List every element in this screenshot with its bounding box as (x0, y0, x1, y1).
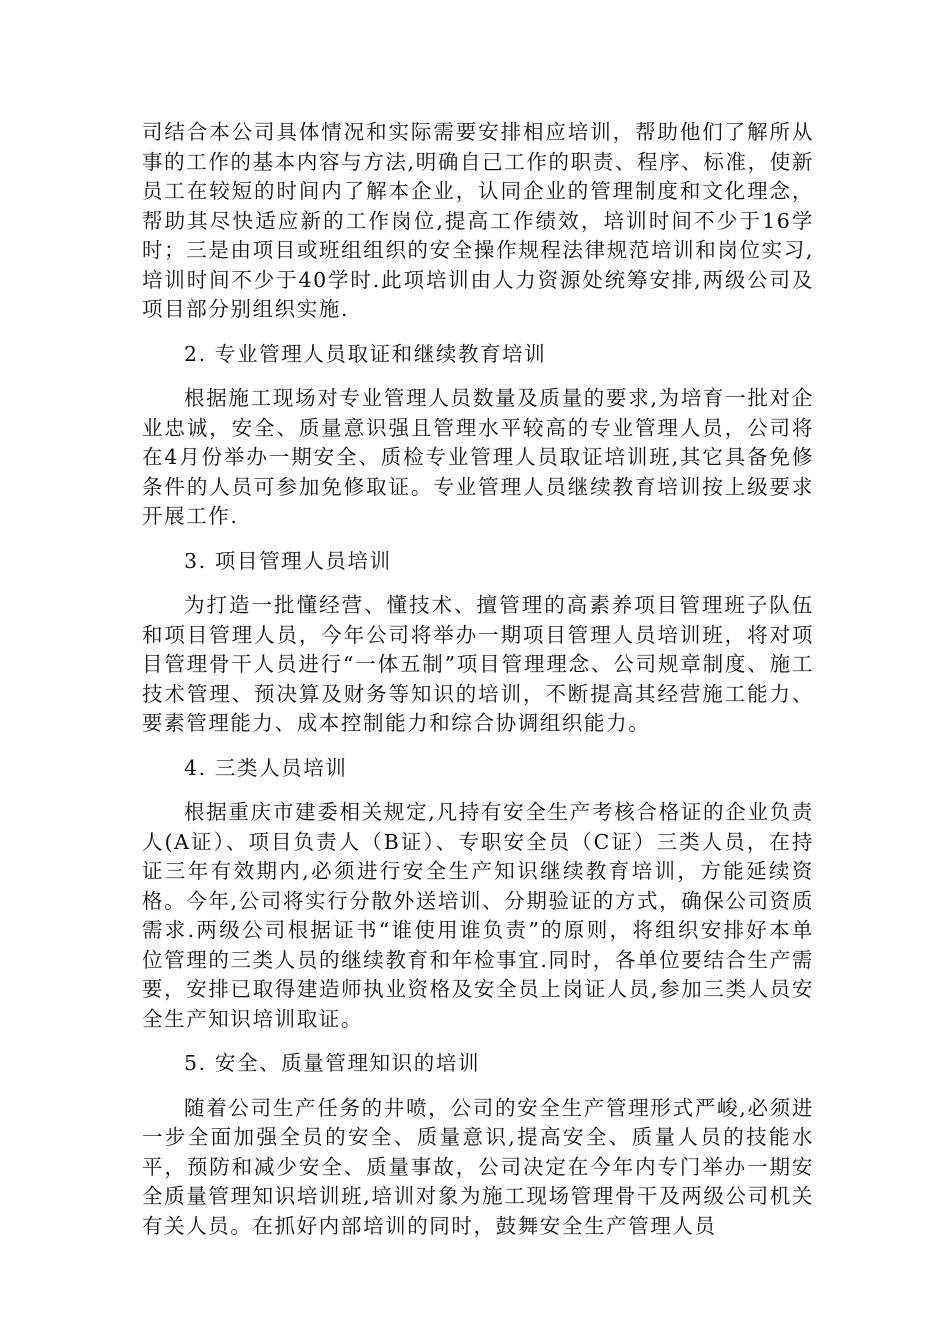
paragraph-gap (142, 783, 814, 798)
section-heading-professional-staff: 2. 专业管理人员取证和继续教育培训 (184, 341, 547, 366)
paragraph-gap (142, 325, 814, 340)
paragraph-project-managers: 为打造一批懂经营、懂技术、擅管理的高素养项目管理班子队伍和项目管理人员，今年公司将举办一期项目管理人员培训班，将对项目管理骨干人员进行“一体五制”项目管理理念、公司规章制度、施工技术管理、预决算及财务等知识的培训，不断提高其经营施工能力、要素管理能力、成本控制能力和综合协调组织能力。 (142, 593, 814, 735)
paragraph-gap (142, 532, 814, 547)
paragraph-three-types-personnel: 根据重庆市建委相关规定,凡持有安全生产考核合格证的企业负责人(A证）、项目负责人（B证）、专职安全员（C证）三类人员，在持证三年有效期内,必须进行安全生产知识继续教育培训，方能延续资格。今年,公司将实行分散外送培训、分期验证的方式，确保公司资质需求.两级公司根据证书“谁使用谁负责”的原则，将组织安排好本单位管理的三类人员的继续教育和年检事宜.同时，各单位要结合生产需要，安排已取得建造师执业资格及安全员上岗证人员,参加三类人员安全生产知识培训取证。 (142, 800, 814, 1031)
section-heading-project-managers: 3. 项目管理人员培训 (184, 548, 392, 573)
paragraph-new-staff-training-continued: 司结合本公司具体情况和实际需要安排相应培训，帮助他们了解所从事的工作的基本内容与方法,明确自己工作的职责、程序、标准，使新员工在较短的时间内了解本企业，认同企业的管理制度和文化理念，帮助其尽快适应新的工作岗位,提高工作绩效，培训时间不少于16学时；三是由项目或班组组织的安全操作规程法律规范培训和岗位实习,培训时间不少于40学时.此项培训由人力资源处统筹安排,两级公司及项目部分别组织实施. (142, 120, 814, 321)
section-heading-safety-quality: 5. 安全、质量管理知识的培训 (184, 1051, 481, 1075)
paragraph-gap (142, 1034, 814, 1049)
paragraph-gap (142, 369, 814, 384)
document-page (142, 118, 814, 1241)
paragraph-gap (142, 576, 814, 591)
paragraph-gap (142, 739, 814, 754)
paragraph-safety-quality: 随着公司生产任务的井喷，公司的安全生产管理形式严峻,必须进一步全面加强全员的安全、质量意识,提高安全、质量人员的技能水平，预防和减少安全、质量事故，公司决定在今年内专门举办一期安全质量管理知识培训班,培训对象为施工现场管理骨干及两级公司机关有关人员。在抓好内部培训的同时，鼓舞安全生产管理人员 (142, 1095, 814, 1238)
paragraph-professional-staff: 根据施工现场对专业管理人员数量及质量的要求,为培育一批对企业忠诚，安全、质量意识强且管理水平较高的专业管理人员，公司将在4月份举办一期安全、质检专业管理人员取证培训班,其它具备免修条件的人员可参加免修取证。专业管理人员继续教育培训按上级要求开展工作. (142, 386, 814, 528)
section-heading-three-types-personnel: 4. 三类人员培训 (184, 755, 348, 780)
paragraph-gap (142, 1079, 814, 1094)
